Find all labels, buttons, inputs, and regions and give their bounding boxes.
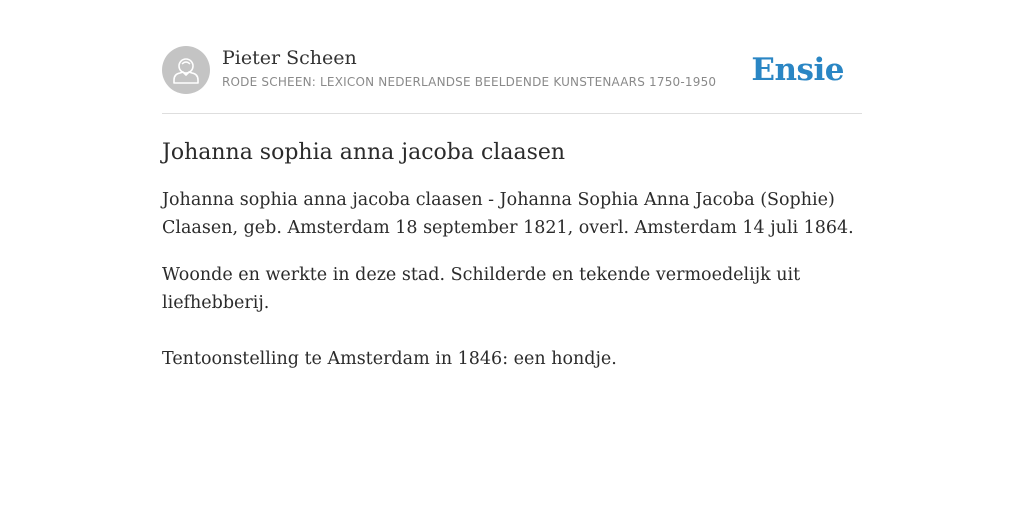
author-avatar[interactable] — [162, 46, 210, 94]
entry-page — [162, 0, 862, 373]
source-name[interactable]: RODE SCHEEN: LEXICON NEDERLANDSE BEELDENDE KUNSTENAARS 1750-1950 — [222, 75, 717, 89]
entry-paragraph: Johanna sophia anna jacoba claasen - Johanna Sophia Anna Jacoba (Sophie) Claasen, geb. Amsterdam 18 september 1821, overl. Amsterdam 14 juli 1864. — [162, 190, 854, 238]
entry-header — [162, 46, 862, 114]
ensie-logo[interactable]: Ensie — [751, 52, 844, 88]
user-silhouette-icon — [162, 46, 210, 94]
author-name[interactable]: Pieter Scheen — [222, 47, 357, 69]
entry-paragraph: Tentoonstelling te Amsterdam in 1846: een hondje. — [162, 349, 617, 369]
entry-title: Johanna sophia anna jacoba claasen — [162, 140, 566, 165]
entry-paragraph: Woonde en werkte in deze stad. Schilderde en tekende vermoedelijk uit liefhebberij. — [162, 265, 801, 313]
